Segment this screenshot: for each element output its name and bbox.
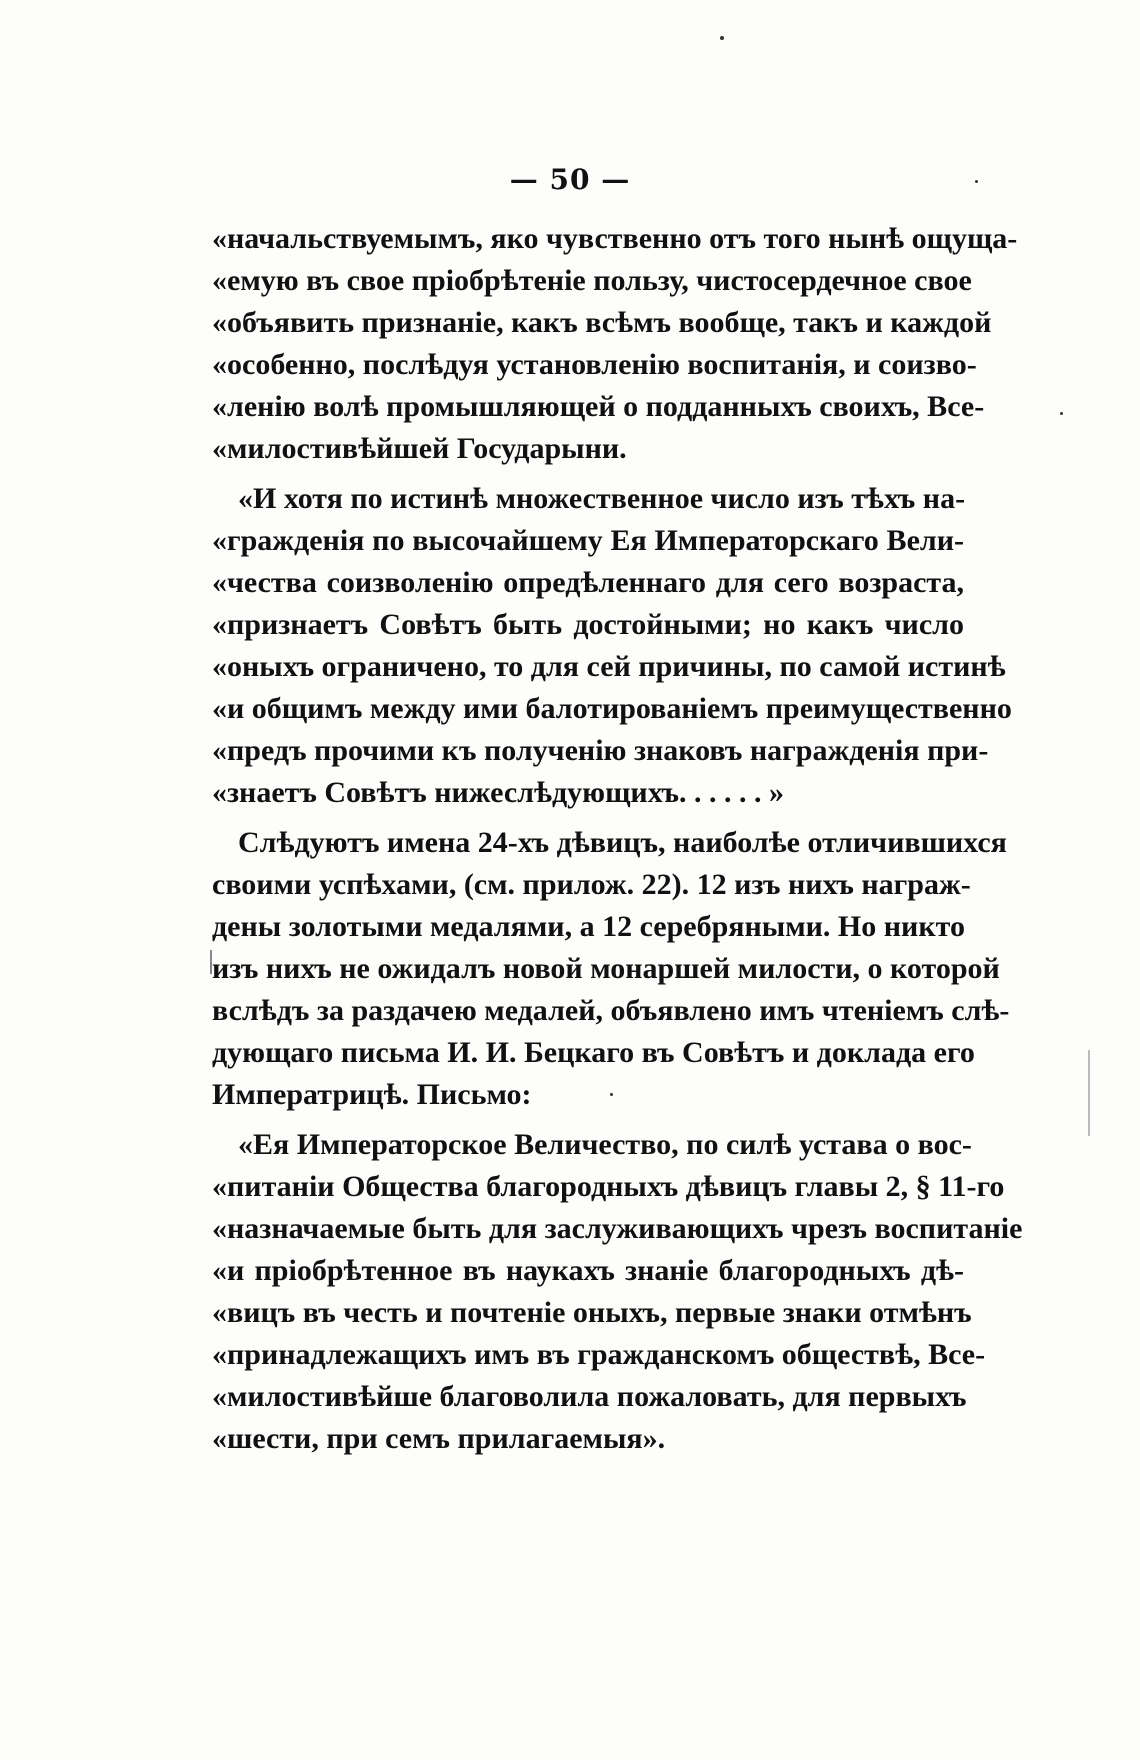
text-line: «милостивѣйше благоволила пожаловать, для первыхъ (212, 1380, 967, 1413)
scan-margin-mark (1088, 1050, 1090, 1136)
text-line: «назначаемые быть для заслуживающихъ чрезъ воспитаніе (212, 1212, 1023, 1245)
text-line: изъ нихъ не ожидалъ новой монаршей милости, о которой (212, 952, 1000, 985)
text-line: «милостивѣйшей Государыни. (212, 432, 627, 465)
text-line: «признаетъ Совѣтъ быть достойными; но какъ число (212, 608, 964, 641)
text-line: «Ея Императорское Величество, по силѣ устава о вос- (238, 1128, 972, 1161)
text-line: дены золотыми медалями, а 12 серебряными. Но никто (212, 910, 965, 943)
paragraph-1 (212, 218, 1018, 470)
text-line: «чества соизволенію опредѣленнаго для сего возраста, (212, 566, 964, 599)
text-line: дующаго письма И. И. Бецкаго въ Совѣтъ и доклада его (212, 1036, 975, 1069)
text-line: своими успѣхами, (см. прилож. 22). 12 изъ нихъ награж- (212, 868, 971, 901)
paragraph-2 (212, 478, 1012, 814)
text-line: «питаніи Общества благородныхъ дѣвицъ главы 2, § 11-го (212, 1170, 1005, 1203)
text-line: «начальствуемымъ, яко чувственно отъ того нынѣ ощуща- (212, 222, 1018, 255)
scan-speck (975, 180, 978, 183)
text-line: «особенно, послѣдуя установленію воспитанія, и соизво- (212, 348, 977, 381)
scan-speck (610, 1093, 613, 1096)
paragraph-3 (212, 822, 1010, 1116)
text-line: «предъ прочими къ полученію знаковъ награжденія при- (212, 734, 989, 767)
text-line: «знаетъ Совѣтъ нижеслѣдующихъ. . . . . . » (212, 776, 785, 809)
text-line: «вицъ въ честь и почтеніе оныхъ, первые знаки отмѣнъ (212, 1296, 972, 1329)
page-number: — 50 — (509, 163, 631, 196)
text-line: «ленію волѣ промышляющей о подданныхъ своихъ, Все- (212, 390, 985, 423)
scan-margin-mark (210, 950, 212, 974)
text-line: «И хотя по истинѣ множественное число изъ тѣхъ на- (238, 482, 966, 515)
text-line: вслѣдъ за раздачею медалей, объявлено имъ чтеніемъ слѣ- (212, 994, 1010, 1027)
text-line: «принадлежащихъ имъ въ гражданскомъ обществѣ, Все- (212, 1338, 986, 1371)
text-line: «оныхъ ограничено, то для сей причины, по самой истинѣ (212, 650, 1006, 683)
text-line: «гражденія по высочайшему Ея Императорскаго Вели- (212, 524, 964, 557)
text-line: «и пріобрѣтенное въ наукахъ знаніе благородныхъ дѣ- (212, 1254, 964, 1287)
text-line: «шести, при семъ прилагаемыя». (212, 1422, 666, 1455)
scan-speck (720, 36, 724, 40)
text-line: «и общимъ между ими балотированіемъ преимущественно (212, 692, 1012, 725)
scan-speck (1060, 412, 1063, 415)
text-line: Слѣдуютъ имена 24-хъ дѣвицъ, наиболѣе отличившихся (238, 826, 1007, 859)
text-line: Императрицѣ. Письмо: (212, 1078, 532, 1111)
paragraph-4 (212, 1124, 1023, 1460)
text-line: «емую въ свое пріобрѣтеніе пользу, чистосердечное свое (212, 264, 972, 297)
text-line: «объявить признаніе, какъ всѣмъ вообще, такъ и каждой (212, 306, 992, 339)
